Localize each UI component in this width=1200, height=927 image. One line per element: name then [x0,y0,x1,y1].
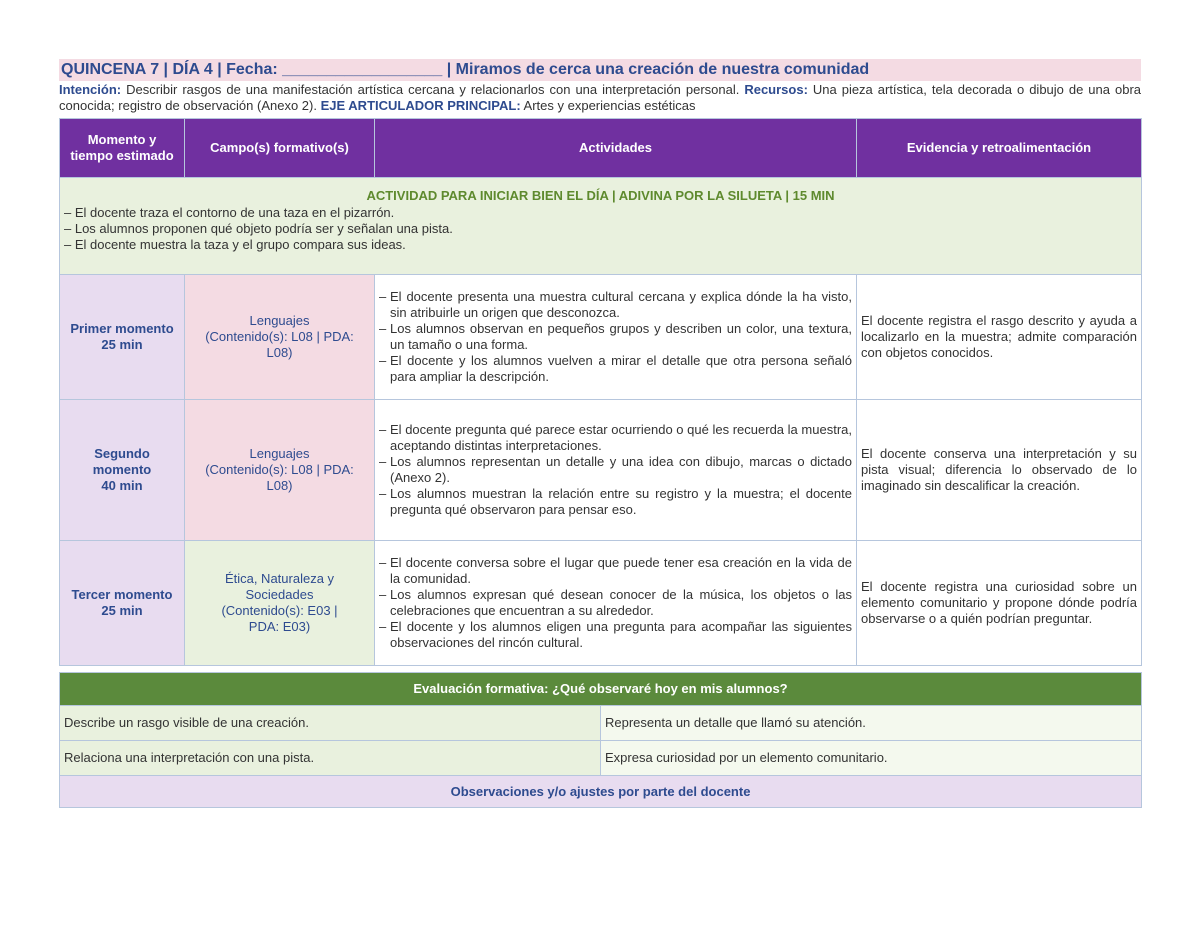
recursos-label: Recursos: [744,82,808,97]
activity-item [379,619,852,651]
header-momento-text: Momento y tiempo estimado [70,132,174,163]
campo-name: Lenguajes [249,446,310,461]
header-momento [60,119,185,178]
evidence-cell: El docente registra el rasgo descrito y ayuda a localizarlo en la muestra; admite comparación con objetos conocidos. [857,275,1142,400]
moment-cell [60,275,185,400]
campo-cell [185,275,375,400]
activity-text: Los alumnos observan en pequeños grupos y describen un color, una textura, un tamaño o una forma. [390,321,852,352]
moment-cell [60,400,185,541]
table-row-tercer-momento [60,541,1142,666]
dash-bullet: – [379,619,387,634]
activities-table [59,118,1142,666]
activity-item [379,486,852,518]
moment-time: 25 min [101,337,143,352]
moment-name: Primer momento [70,321,174,336]
campo-detail: (Contenido(s): E03 | PDA: E03) [221,603,338,634]
table-header-row [60,119,1142,178]
page-title [59,59,1141,81]
evaluation-header-row [60,673,1142,706]
dash-bullet: – [379,555,387,570]
dash-bullet: – [379,587,387,602]
moment-time: 25 min [101,603,143,618]
observaciones-row [60,776,1142,808]
activities-cell [375,400,857,541]
header-actividades: Actividades [375,119,857,178]
activity-text: El docente presenta una muestra cultural cercana y explica dónde la ha visto, sin atribuirle un origen que desconozca. [390,289,852,320]
intro-paragraph [59,82,1141,114]
moment-name: Segundo momento [92,446,152,477]
moment-cell [60,541,185,666]
activity-text: El docente conversa sobre el lugar que puede tener esa creación en la vida de la comunidad. [390,555,852,586]
start-activity-line: – El docente traza el contorno de una taza en el pizarrón. [64,205,395,220]
activity-text: Los alumnos expresan qué desean conocer de la música, los objetos o las celebraciones que encuentran a su alrededor. [390,587,852,618]
evaluation-row [60,706,1142,741]
date-blank: __________________ [282,61,443,78]
table-row-segundo-momento [60,400,1142,541]
dash-bullet: – [379,289,387,304]
evaluation-table [59,672,1142,808]
dash-bullet: – [379,486,387,501]
eje-text: Artes y experiencias estéticas [520,98,696,113]
intencion-label: Intención: [59,82,122,97]
activity-item [379,353,852,385]
activity-item [379,289,852,321]
start-activity-line: – Los alumnos proponen qué objeto podría ser y señalan una pista. [64,221,453,236]
lesson-plan-page [59,59,1141,808]
campo-detail: (Contenido(s): L08 | PDA: L08) [205,329,354,360]
title-part-1: QUINCENA 7 | DÍA 4 | Fecha: [61,61,283,78]
evidence-cell: El docente registra una curiosidad sobre un elemento comunitario y propone dónde podría observarse o a quién podrían preguntar. [857,541,1142,666]
campo-cell [185,400,375,541]
dash-bullet: – [379,422,387,437]
activity-text: Los alumnos muestran la relación entre su registro y la muestra; el docente pregunta qué observaron para pensar eso. [390,486,852,517]
activity-item [379,321,852,353]
activity-text: El docente pregunta qué parece estar ocurriendo o qué les recuerda la muestra, aceptando distintas interpretaciones. [390,422,852,453]
dash-bullet: – [379,321,387,336]
campo-name: Ética, Naturaleza y Sociedades [224,571,335,602]
activities-cell [375,275,857,400]
campo-name: Lenguajes [249,313,310,328]
activity-item [379,587,852,619]
activities-cell [375,541,857,666]
activity-item [379,422,852,454]
evaluation-item: Representa un detalle que llamó su atención. [601,706,1142,741]
recursos-text: Una pieza artística, tela decorada o dibujo de una obra conocida; registro de observación (Anexo 2). [59,82,1141,113]
activity-item [379,454,852,486]
header-campo: Campo(s) formativo(s) [185,119,375,178]
start-activity-row [60,178,1142,275]
evaluation-item: Relaciona una interpretación con una pista. [60,741,601,776]
table-row-primer-momento [60,275,1142,400]
dash-bullet: – [379,454,387,469]
activity-text: El docente y los alumnos vuelven a mirar el detalle que otra persona señaló para ampliar la descripción. [390,353,852,384]
activity-text: El docente y los alumnos eligen una pregunta para acompañar las siguientes observaciones del rincón cultural. [390,619,852,650]
header-evidencia: Evidencia y retroalimentación [857,119,1142,178]
dash-bullet: – [379,353,387,368]
moment-time: 40 min [101,478,143,493]
observaciones-cell: Observaciones y/o ajustes por parte del docente [60,776,1142,808]
start-activity-title: ACTIVIDAD PARA INICIAR BIEN EL DÍA | ADIVINA POR LA SILUETA | 15 MIN [366,188,835,203]
eje-label: EJE ARTICULADOR PRINCIPAL: [320,98,521,113]
moment-name: Tercer momento [71,587,173,602]
title-part-2: | Miramos de cerca una creación de nuestra comunidad [442,61,870,78]
start-activity-cell [60,178,1142,275]
evaluation-item: Describe un rasgo visible de una creación. [60,706,601,741]
campo-cell [185,541,375,666]
start-activity-line: – El docente muestra la taza y el grupo compara sus ideas. [64,237,406,252]
activity-text: Los alumnos representan un detalle y una idea con dibujo, marcas o dictado (Anexo 2). [390,454,852,485]
evaluation-header: Evaluación formativa: ¿Qué observaré hoy en mis alumnos? [60,673,1142,706]
evaluation-item: Expresa curiosidad por un elemento comunitario. [601,741,1142,776]
evidence-cell: El docente conserva una interpretación y su pista visual; diferencia lo observado de lo imaginado sin descalificar la creación. [857,400,1142,541]
intencion-text: Describir rasgos de una manifestación artística cercana y relacionarlos con una interpretación personal. [121,82,745,97]
evaluation-row [60,741,1142,776]
campo-detail: (Contenido(s): L08 | PDA: L08) [205,462,354,493]
activity-item [379,555,852,587]
